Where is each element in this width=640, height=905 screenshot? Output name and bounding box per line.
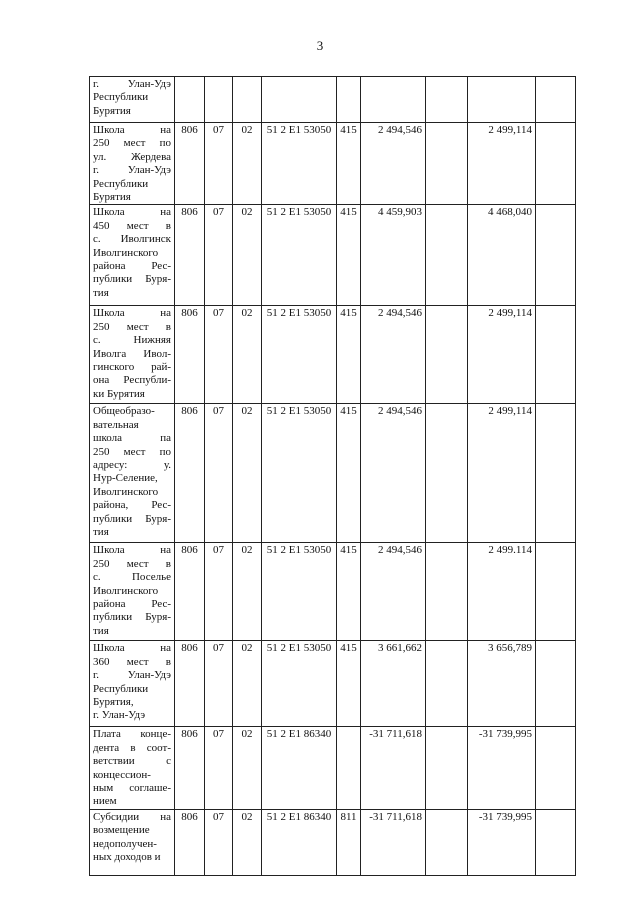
amount-1-cell: 2 494,546 <box>361 123 426 205</box>
table-row <box>90 306 576 404</box>
ministry-code-cell <box>175 77 205 123</box>
amount-4-cell <box>536 641 576 727</box>
item-name-line: концессион- <box>93 768 151 781</box>
amount-4-cell <box>536 404 576 543</box>
item-name-line: публики Буря- <box>93 611 171 624</box>
amount-1-cell: 2 494,546 <box>361 404 426 543</box>
item-name-line: вательная <box>93 418 139 431</box>
item-name-line: 360 мест в <box>93 655 171 668</box>
amount-1-cell: -31 711,618 <box>361 809 426 875</box>
expense-type-cell: 415 <box>337 205 361 306</box>
amount-3-cell: 3 656,789 <box>468 641 536 727</box>
expense-type-cell: 415 <box>337 306 361 404</box>
amount-3-cell: 2 499,114 <box>468 404 536 543</box>
item-name-line: Школа на <box>93 206 171 219</box>
table-row <box>90 543 576 641</box>
section-code-cell: 07 <box>205 809 233 875</box>
amount-2-cell <box>426 306 468 404</box>
item-name-line: Бурятия <box>93 191 131 204</box>
table-row <box>90 123 576 205</box>
item-name-line: нием <box>93 795 117 808</box>
item-name-cell <box>90 727 175 809</box>
item-name-line: 450 мест в <box>93 219 171 232</box>
section-code-cell: 07 <box>205 727 233 809</box>
amount-2-cell <box>426 809 468 875</box>
item-name-line: Иволгинского <box>93 246 159 259</box>
item-name-line: она Республи- <box>93 374 171 387</box>
item-name-line: района, Рес- <box>93 499 171 512</box>
item-name-line: недополучен- <box>93 837 157 850</box>
item-name-line: Общеобразо- <box>93 405 155 418</box>
item-name-line: Иволгинского <box>93 485 159 498</box>
item-name-line: тия <box>93 624 109 637</box>
section-code-cell: 07 <box>205 641 233 727</box>
ministry-code-cell: 806 <box>175 123 205 205</box>
item-name-line: 250 мест в <box>93 557 171 570</box>
item-name-cell <box>90 641 175 727</box>
item-name-line: г. Улан-Удэ <box>93 78 171 90</box>
item-name-line: ки Бурятия <box>93 387 145 400</box>
table-row <box>90 641 576 727</box>
item-name-line: Школа на <box>93 307 171 320</box>
target-article-cell: 51 2 E1 86340 <box>262 727 337 809</box>
amount-4-cell <box>536 727 576 809</box>
item-name-line: Бурятия, <box>93 696 134 709</box>
subsection-code-cell: 02 <box>233 727 262 809</box>
item-name-line: Школа на <box>93 124 171 136</box>
amount-4-cell <box>536 77 576 123</box>
item-name-line: 250 мест в <box>93 320 171 333</box>
item-name-line: ных доходов и <box>93 851 161 864</box>
item-name-line: адресу: у. <box>93 459 171 472</box>
item-name-line: Республики <box>93 91 149 104</box>
item-name-line: ул. Жердева <box>93 150 171 163</box>
expense-type-cell: 415 <box>337 404 361 543</box>
amount-4-cell <box>536 543 576 641</box>
item-name-cell <box>90 404 175 543</box>
amount-1-cell <box>361 77 426 123</box>
item-name-cell <box>90 77 175 123</box>
item-name-line: публики Буря- <box>93 273 171 286</box>
amount-3-cell: 2 499,114 <box>468 123 536 205</box>
ministry-code-cell: 806 <box>175 727 205 809</box>
target-article-cell: 51 2 E1 53050 <box>262 543 337 641</box>
section-code-cell <box>205 77 233 123</box>
item-name-line: Субсидии на <box>93 810 171 823</box>
amount-3-cell <box>468 77 536 123</box>
item-name-line: Иволга Ивол- <box>93 347 171 360</box>
item-name-line: Бурятия <box>93 104 131 117</box>
item-name-line: 250 мест по <box>93 445 171 458</box>
budget-table <box>89 76 576 876</box>
item-name-line: г. Улан-Удэ <box>93 164 171 177</box>
target-article-cell: 51 2 E1 53050 <box>262 205 337 306</box>
expense-type-cell: 415 <box>337 123 361 205</box>
item-name-line: гинского рай- <box>93 361 171 374</box>
expense-type-cell <box>337 727 361 809</box>
amount-2-cell <box>426 641 468 727</box>
ministry-code-cell: 806 <box>175 205 205 306</box>
item-name-line: ветствии с <box>93 755 171 768</box>
table-row <box>90 77 576 123</box>
subsection-code-cell: 02 <box>233 123 262 205</box>
amount-1-cell: 2 494,546 <box>361 543 426 641</box>
subsection-code-cell <box>233 77 262 123</box>
amount-1-cell: 2 494,546 <box>361 306 426 404</box>
section-code-cell: 07 <box>205 306 233 404</box>
item-name-line: Республики <box>93 682 149 695</box>
item-name-line: школа па <box>93 432 171 445</box>
amount-3-cell: 2 499,114 <box>468 306 536 404</box>
subsection-code-cell: 02 <box>233 306 262 404</box>
expense-type-cell: 811 <box>337 809 361 875</box>
amount-3-cell: 2 499.114 <box>468 543 536 641</box>
item-name-line: 250 мест по <box>93 137 171 150</box>
section-code-cell: 07 <box>205 404 233 543</box>
subsection-code-cell: 02 <box>233 543 262 641</box>
section-code-cell: 07 <box>205 205 233 306</box>
item-name-line: тия <box>93 526 109 539</box>
item-name-line: района Рес- <box>93 260 171 273</box>
item-name-line: Школа на <box>93 642 171 655</box>
item-name-line: Плата конце- <box>93 728 171 741</box>
amount-4-cell <box>536 123 576 205</box>
item-name-line: публики Буря- <box>93 512 171 525</box>
target-article-cell: 51 2 E1 53050 <box>262 306 337 404</box>
amount-3-cell: -31 739,995 <box>468 727 536 809</box>
amount-4-cell <box>536 809 576 875</box>
target-article-cell: 51 2 E1 53050 <box>262 641 337 727</box>
table-row <box>90 404 576 543</box>
ministry-code-cell: 806 <box>175 404 205 543</box>
amount-1-cell: 4 459,903 <box>361 205 426 306</box>
item-name-cell <box>90 306 175 404</box>
table-row <box>90 205 576 306</box>
item-name-line: с. Иволгинск <box>93 233 171 246</box>
page-number: 3 <box>316 38 324 53</box>
table-row <box>90 809 576 875</box>
subsection-code-cell: 02 <box>233 205 262 306</box>
item-name-line: района Рес- <box>93 598 171 611</box>
target-article-cell: 51 2 E1 86340 <box>262 809 337 875</box>
amount-2-cell <box>426 123 468 205</box>
section-code-cell: 07 <box>205 543 233 641</box>
section-code-cell: 07 <box>205 123 233 205</box>
target-article-cell: 51 2 E1 53050 <box>262 404 337 543</box>
ministry-code-cell: 806 <box>175 641 205 727</box>
amount-3-cell: -31 739,995 <box>468 809 536 875</box>
ministry-code-cell: 806 <box>175 543 205 641</box>
amount-2-cell <box>426 727 468 809</box>
amount-4-cell <box>536 205 576 306</box>
target-article-cell: 51 2 E1 53050 <box>262 123 337 205</box>
item-name-line: Нур-Селение, <box>93 472 158 485</box>
item-name-line: ным соглаше- <box>93 782 171 795</box>
item-name-line: с. Поселье <box>93 571 171 584</box>
amount-4-cell <box>536 306 576 404</box>
amount-1-cell: -31 711,618 <box>361 727 426 809</box>
amount-3-cell: 4 468,040 <box>468 205 536 306</box>
item-name-line: г. Улан-Удэ <box>93 709 146 722</box>
subsection-code-cell: 02 <box>233 404 262 543</box>
expense-type-cell <box>337 77 361 123</box>
item-name-line: дента в соот- <box>93 741 171 754</box>
subsection-code-cell: 02 <box>233 809 262 875</box>
item-name-line: с. Нижняя <box>93 334 171 347</box>
item-name-line: г. Улан-Удэ <box>93 669 171 682</box>
item-name-line: Иволгинского <box>93 584 159 597</box>
item-name-cell <box>90 543 175 641</box>
target-article-cell <box>262 77 337 123</box>
amount-2-cell <box>426 543 468 641</box>
table-row <box>90 727 576 809</box>
amount-2-cell <box>426 404 468 543</box>
expense-type-cell: 415 <box>337 543 361 641</box>
amount-2-cell <box>426 77 468 123</box>
ministry-code-cell: 806 <box>175 809 205 875</box>
item-name-line: Школа на <box>93 544 171 557</box>
amount-1-cell: 3 661,662 <box>361 641 426 727</box>
item-name-cell <box>90 809 175 875</box>
item-name-cell <box>90 123 175 205</box>
item-name-cell <box>90 205 175 306</box>
item-name-line: возмещение <box>93 824 150 837</box>
amount-2-cell <box>426 205 468 306</box>
expense-type-cell: 415 <box>337 641 361 727</box>
subsection-code-cell: 02 <box>233 641 262 727</box>
item-name-line: тия <box>93 286 109 299</box>
ministry-code-cell: 806 <box>175 306 205 404</box>
item-name-line: Республики <box>93 177 149 190</box>
